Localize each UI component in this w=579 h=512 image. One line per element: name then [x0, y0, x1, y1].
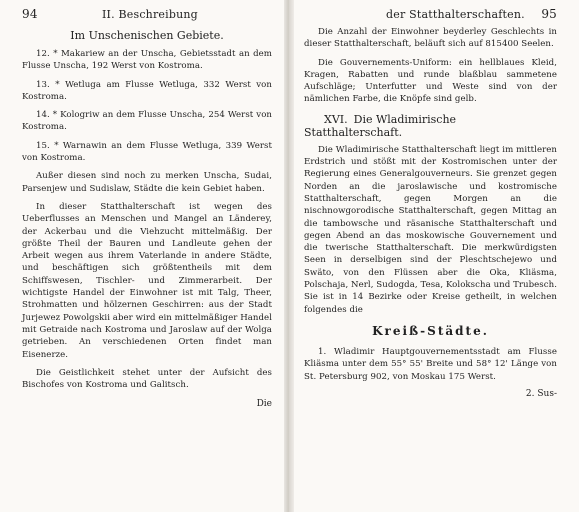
list-item: 1. Wladimir Hauptgouvernementsstadt am Flusse Kliäsma unter dem 55° 55' Breite und 58° 12' Länge von St. Petersburg 902, von Moskau 175 Werst.: [304, 346, 557, 382]
paragraph: In dieser Statthalterschaft ist wegen des Ueberflusses an Menschen und Mangel an Länderey, der Ackerbau und die Viehzucht mittelmäßig. Der größte Theil der Bauren und Landleute gehen der Arbeit wegen aus ihrem Vaterlande in andere Städte, und beschäftigen sich größtentheils mit dem Schiffswesen, Tischler- und Zimmerarbeit. Der wichtigste Handel der Einwohner ist mit Talg, Theer, Strohmatten und hölzernen Geschirren: aus der Stadt Jurjewez Powolgskii aber wird ein mittelmäßiger Handel mit Getraide nach Kostroma und Jaroslaw auf der Wolga getrieben. An verschiedenen Orten findet man Eisenerze.: [22, 201, 272, 360]
chapter-title: Die Wladimirische Statthalterschaft.: [304, 112, 457, 139]
right-catchword: 2. Sus-: [525, 388, 557, 399]
paragraph: Die Wladimirische Statthalterschaft liegt im mittleren Erdstrich und stößt mit der Kostromischen unter der Regierung eines Generalgouverneurs. Sie grenzet gegen Norden an die jaroslawische und kostromische Statthalterschaft, gegen Morgen an die nischnowgorodische Statthalterschaft, gegen Mittag an die tambowsche und räsanische Statthalterschaft und gegen Abend an das moskowische Gouvernement und die twerische Statthalterschaft. Die merkwürdigsten Seen in derselbigen sind der Pleschtschejewo und Swäto, von den Flüssen aber die Oka, Kliäsma, Polschaja, Nerl, Sudogda, Tesa, Kolokscha und Trubesch. Sie ist in 14 Bezirke oder Kreise getheilt, in welchen folgendes die: [304, 144, 557, 315]
paragraph: Die Gouvernements-Uniform: ein hellblaues Kleid, Kragen, Rabatten und runde blaßblau sammetene Aufschläge; Unterfutter und Weste sind von der nämlichen Farbe, die Knöpfe sind gelb.: [304, 57, 557, 105]
chapter-heading: [304, 113, 557, 139]
left-page: [0, 0, 286, 512]
paragraph: Die Geistlichkeit stehet unter der Aufsicht des Bischofes von Kostroma und Galitsch.: [22, 367, 272, 391]
paragraph: Außer diesen sind noch zu merken Unscha, Sudai, Parsenjew und Sudislaw, Städte die kein Gebiet haben.: [22, 171, 272, 194]
right-running-head: [304, 8, 557, 26]
section-heading: Kreiß-Städte.: [372, 323, 489, 338]
right-page-number: 95: [541, 7, 557, 21]
paragraph: Die Anzahl der Einwohner beyderley Geschlechts in dieser Statthalterschaft, beläuft sich auf 815400 Seelen.: [304, 27, 557, 50]
list-item: 13. * Wetluga am Flusse Wetluga, 332 Werst von Kostroma.: [22, 79, 272, 102]
left-page-number: 94: [22, 7, 38, 21]
left-running-title: II. Beschreibung: [102, 8, 198, 21]
left-section-title: Im Unschenischen Gebiete.: [70, 29, 224, 42]
left-catchword: Die: [256, 399, 272, 410]
list-item: 12. * Makariew an der Unscha, Gebietsstadt an dem Flusse Unscha, 192 Werst von Kostroma.: [22, 49, 272, 72]
right-running-title: der Statthalterschaften.: [386, 8, 525, 21]
list-item: 15. * Warnawin an dem Flusse Wetluga, 339 Werst von Kostroma.: [22, 140, 272, 164]
chapter-numeral: XVI.: [324, 112, 348, 126]
right-page: [290, 0, 579, 512]
left-running-head: [22, 8, 272, 26]
list-item: 14. * Kologriw an dem Flusse Unscha, 254 Werst von Kostroma.: [22, 110, 272, 133]
